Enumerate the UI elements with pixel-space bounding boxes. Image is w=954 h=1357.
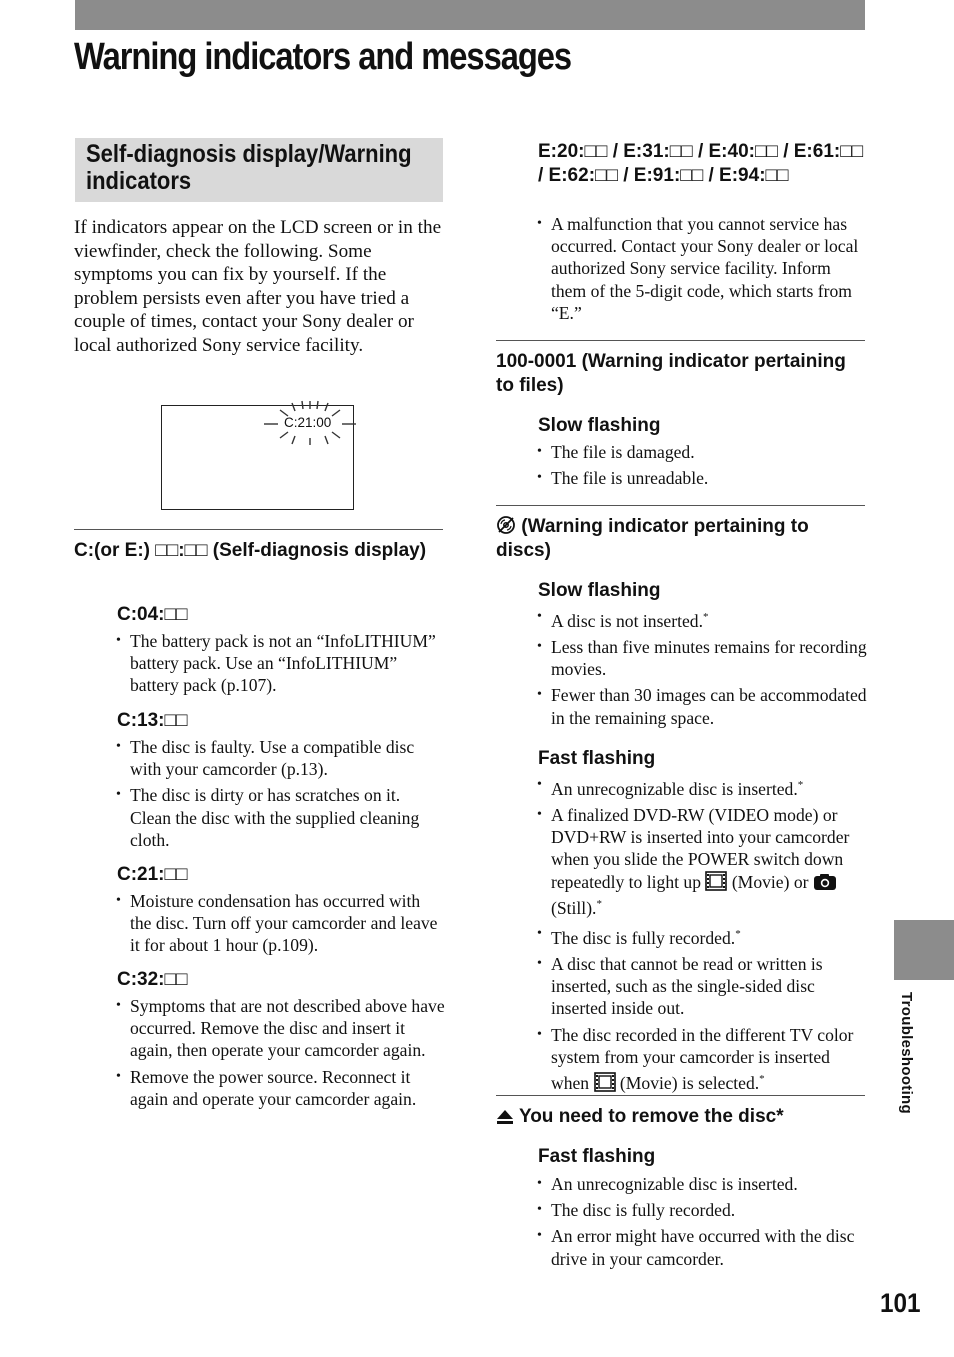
- side-tab: [894, 920, 954, 980]
- list-item: • The disc recorded in the different TV color system from your camcorder is inserted when (Movie) is selected.*: [537, 1024, 865, 1094]
- disc-warning-icon: [496, 515, 516, 535]
- divider: [74, 529, 443, 530]
- remove-fast-list: [537, 1173, 867, 1274]
- list-item: • A disc that cannot be read or written is inserted, such as the single-sided disc inserted inside out.: [537, 953, 865, 1020]
- list-item: • An unrecognizable disc is inserted.*: [537, 774, 865, 800]
- code-c13-title: C:13:□□: [117, 710, 188, 731]
- files-slow-flashing-title: Slow flashing: [538, 415, 661, 436]
- code-c13-list: [116, 736, 431, 855]
- remove-disc-heading-text: You need to remove the disc*: [518, 1106, 784, 1127]
- intro-paragraph: If indicators appear on the LCD screen or in the viewfinder, check the following. Some symptoms you can fix by yourself. If the problem persists even after you have tried a couple of times, contact your Sony dealer or local authorized Sony service facility.: [74, 217, 442, 356]
- list-item: • An error might have occurred with the disc drive in your camcorder.: [537, 1225, 867, 1269]
- page-number: 101: [880, 1288, 921, 1318]
- code-c32-list: [116, 995, 446, 1114]
- eject-icon: [496, 1109, 514, 1125]
- list-item: • An unrecognizable disc is inserted.: [537, 1173, 867, 1195]
- divider: [496, 505, 865, 506]
- list-item: • The battery pack is not an “InfoLITHIUM” battery pack. Use an “InfoLITHIUM” battery pack (p.107).: [116, 630, 446, 697]
- code-c21-list: [116, 890, 446, 961]
- code-c04-title: C:04:□□: [117, 604, 188, 625]
- lcd-error-code: C:21:00: [284, 415, 332, 430]
- discs-warning-heading: [496, 515, 866, 563]
- movie-film-icon: [705, 871, 727, 891]
- list-item: • The disc is dirty or has scratches on it. Clean the disc with the supplied cleaning cloth.: [116, 784, 431, 851]
- files-slow-list: [537, 441, 867, 493]
- side-section-label: Troubleshooting: [898, 992, 915, 1114]
- section-title: Self-diagnosis display/Warning indicators: [86, 140, 412, 195]
- list-item: • The file is damaged.: [537, 441, 867, 463]
- list-item: • Remove the power source. Reconnect it again and operate your camcorder again.: [116, 1066, 446, 1110]
- still-camera-icon: [813, 873, 837, 891]
- list-item: • The file is unreadable.: [537, 467, 867, 489]
- list-item: • The disc is fully recorded.*: [537, 923, 865, 949]
- list-item: • The disc is fully recorded.: [537, 1199, 867, 1221]
- code-c21-title: C:21:□□: [117, 864, 188, 885]
- discs-slow-list: [537, 606, 867, 733]
- header-bar: [75, 0, 865, 30]
- page-title: Warning indicators and messages: [74, 36, 572, 78]
- list-item: • Fewer than 30 images can be accommodated in the remaining space.: [537, 684, 867, 728]
- files-warning-heading: 100-0001 (Warning indicator pertaining to files): [496, 351, 846, 396]
- divider: [496, 340, 865, 341]
- list-item: • Symptoms that are not described above have occurred. Remove the disc and insert it again, then operate your camcorder again.: [116, 995, 446, 1062]
- code-c32-title: C:32:□□: [117, 969, 188, 990]
- list-item: • Less than five minutes remains for recording movies.: [537, 636, 867, 680]
- list-item: • Moisture condensation has occurred with the disc. Turn off your camcorder and leave it for about 1 hour (p.109).: [116, 890, 446, 957]
- list-item: • A disc is not inserted.*: [537, 606, 867, 632]
- code-c04-list: [116, 630, 446, 701]
- remove-disc-heading: [496, 1105, 866, 1129]
- discs-fast-flashing-title: Fast flashing: [538, 748, 656, 769]
- discs-slow-flashing-title: Slow flashing: [538, 580, 661, 601]
- discs-fast-list: [537, 774, 865, 1098]
- list-item: • A malfunction that you cannot service has occurred. Contact your Sony dealer or local authorized Sony service facility. Inform them of the 5-digit code, which starts from “E.”: [537, 213, 867, 324]
- remove-fast-flashing-title: Fast flashing: [538, 1146, 656, 1167]
- code-e-title: E:20:□□ / E:31:□□ / E:40:□□ / E:61:□□ / E:62:□□ / E:91:□□ / E:94:□□: [538, 141, 864, 186]
- list-item: • The disc is faulty. Use a compatible disc with your camcorder (p.13).: [116, 736, 431, 780]
- discs-warning-heading-text: (Warning indicator pertaining to discs): [496, 516, 809, 561]
- movie-film-icon: [594, 1072, 616, 1092]
- self-diagnosis-heading: C:(or E:) □□:□□ (Self-diagnosis display): [74, 540, 427, 561]
- divider: [496, 1095, 865, 1096]
- list-item: • A finalized DVD-RW (VIDEO mode) or DVD+RW is inserted into your camcorder when you slide the POWER switch down repeatedly to light up (Movie) or (Still).*: [537, 804, 865, 919]
- code-e-list: [537, 213, 867, 328]
